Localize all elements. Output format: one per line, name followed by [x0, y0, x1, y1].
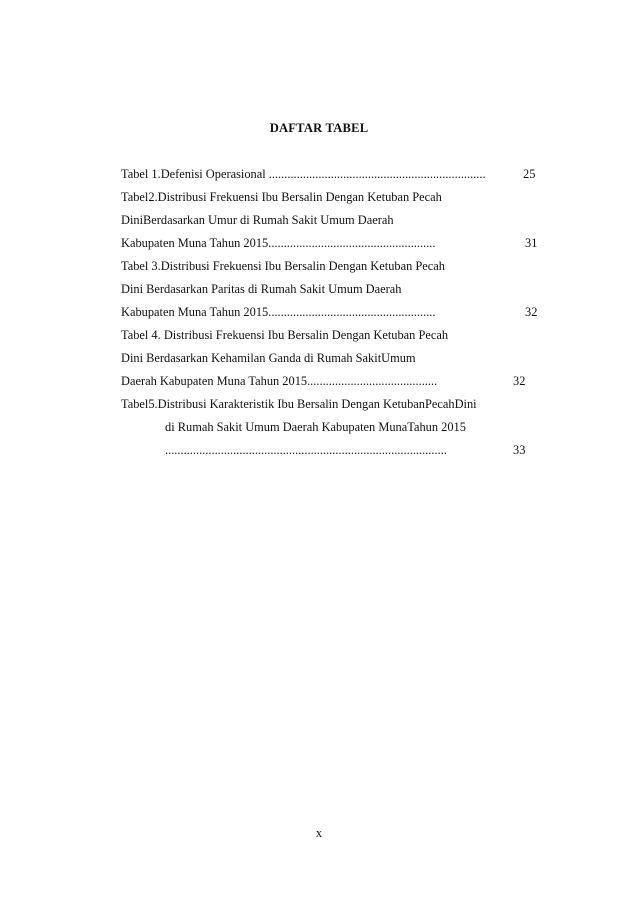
- toc-entry-page: 32: [513, 374, 526, 388]
- toc-entry-text: Tabel5.Distribusi Karakteristik Ibu Bersalin Dengan KetubanPecahDini: [121, 397, 477, 411]
- toc-entry-text: Kabupaten Muna Tahun 2015......................................................: [121, 305, 436, 319]
- toc-entry-text: Tabel 1.Defenisi Operasional ......................................................................: [121, 167, 486, 181]
- page-number: x: [315, 826, 323, 840]
- toc-entry-text: Tabel2.Distribusi Frekuensi Ibu Bersalin Dengan Ketuban Pecah: [121, 190, 442, 204]
- toc-entry-text: Tabel 3.Distribusi Frekuensi Ibu Bersalin Dengan Ketuban Pecah: [121, 259, 445, 273]
- toc-entry-page: 31: [525, 236, 538, 250]
- toc-entry-page: 33: [513, 443, 526, 457]
- toc-entry-text: Dini Berdasarkan Paritas di Rumah Sakit Umum Daerah: [121, 282, 402, 296]
- toc-entry-text: Dini Berdasarkan Kehamilan Ganda di Rumah SakitUmum: [121, 351, 416, 365]
- toc-entry-text: Kabupaten Muna Tahun 2015......................................................: [121, 236, 436, 250]
- toc-entry-page: 25: [523, 167, 536, 181]
- page-title: DAFTAR TABEL: [269, 121, 369, 135]
- toc-entry-text: Tabel 4. Distribusi Frekuensi Ibu Bersalin Dengan Ketuban Pecah: [121, 328, 449, 342]
- toc-entry-text: Daerah Kabupaten Muna Tahun 2015..........................................: [121, 374, 438, 388]
- toc-entry-page: 32: [525, 305, 538, 319]
- toc-entry-text: DiniBerdasarkan Umur di Rumah Sakit Umum Daerah: [121, 213, 394, 227]
- toc-entry-text: di Rumah Sakit Umum Daerah Kabupaten MunaTahun 2015: [165, 420, 466, 434]
- toc-entry-text: ...........................................................................................: [165, 443, 447, 457]
